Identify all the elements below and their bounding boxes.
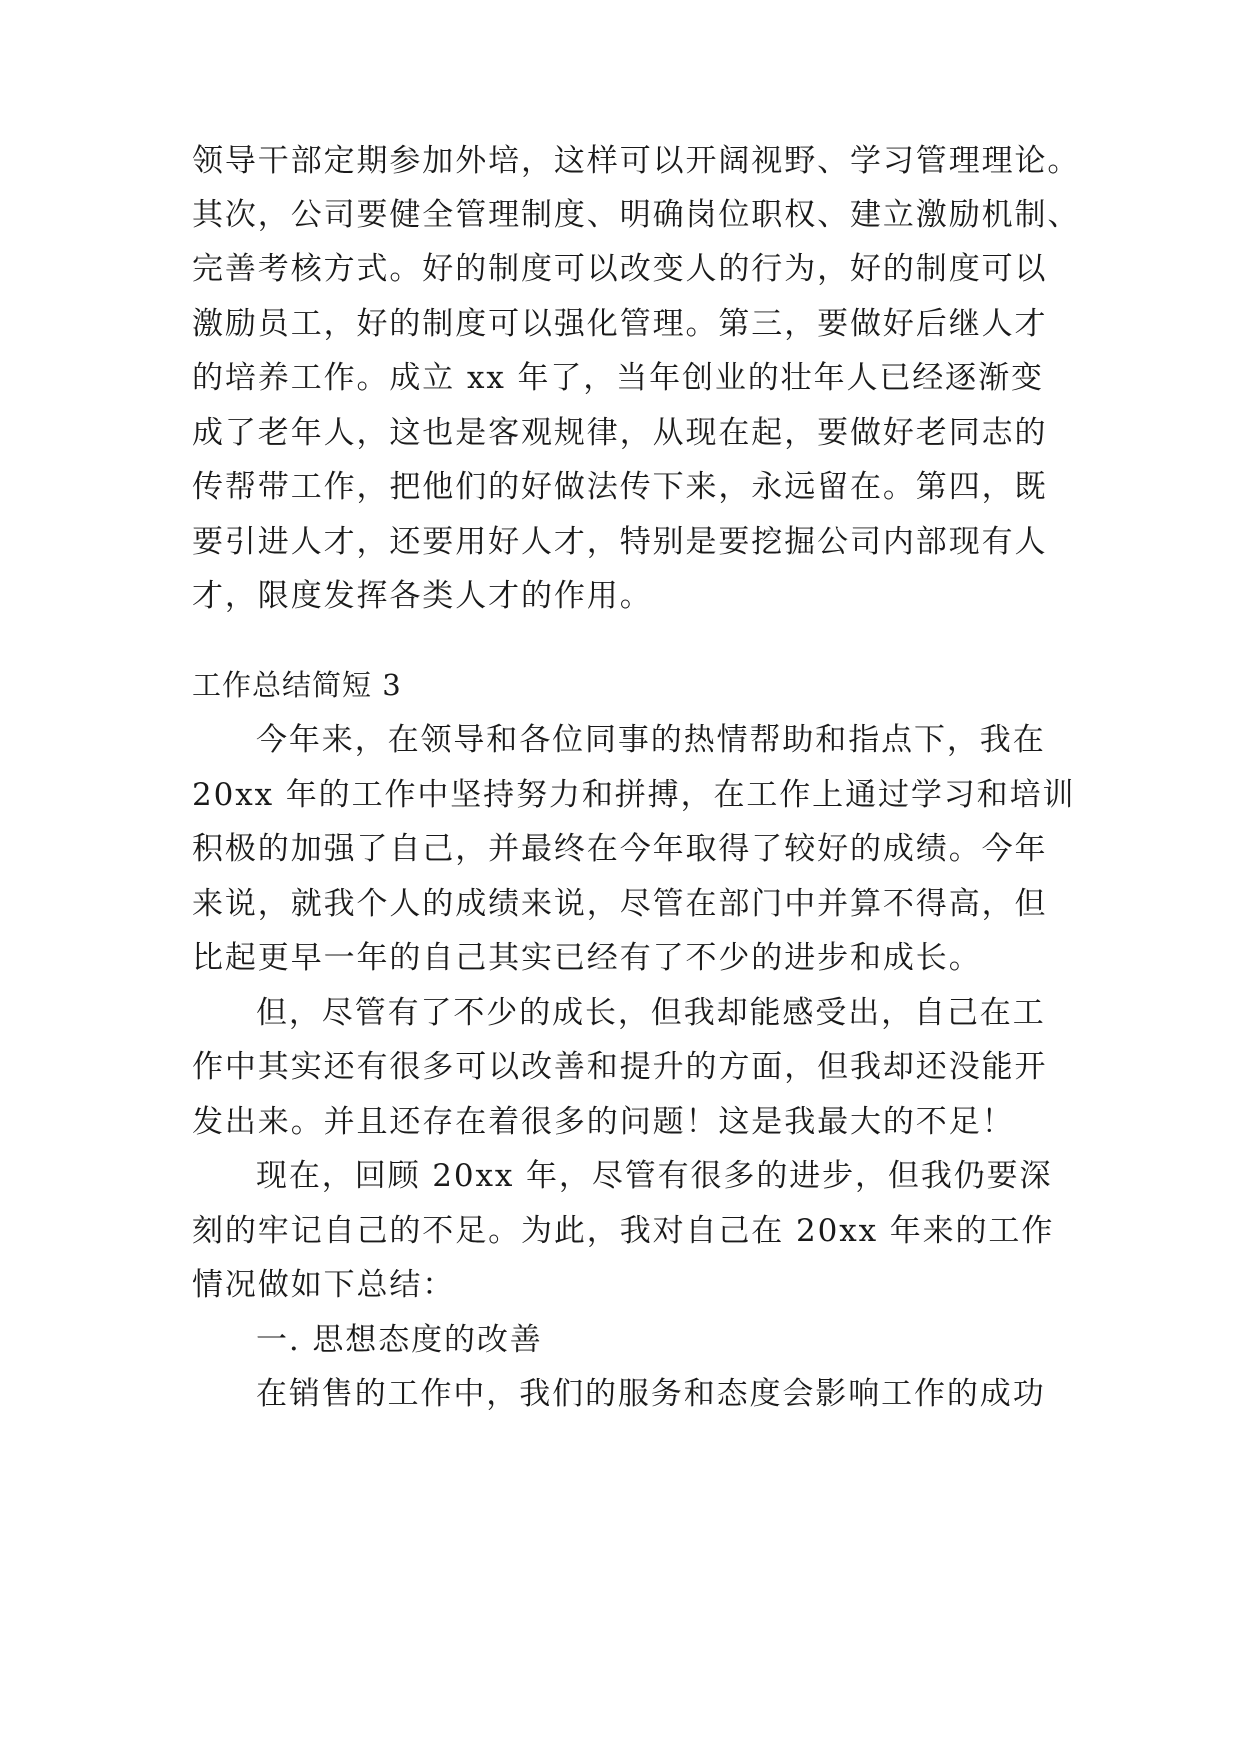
text-line: 作中其实还有很多可以改善和提升的方面，但我却还没能开: [192, 1049, 1048, 1085]
text-line: 要引进人才，还要用好人才，特别是要挖掘公司内部现有人: [192, 524, 1048, 560]
text-line: 但，尽管有了不少的成长，但我却能感受出，自己在工: [256, 995, 1046, 1031]
text-line: 20xx 年的工作中坚持努力和拼搏，在工作上通过学习和培训: [192, 777, 1076, 813]
text-line: 发出来。并且还存在着很多的问题！这是我最大的不足！: [192, 1104, 1015, 1140]
text-line: 领导干部定期参加外培，这样可以开阔视野、学习管理理论。: [192, 143, 1081, 179]
text-line: 的培养工作。成立 xx 年了，当年创业的壮年人已经逐渐变: [192, 360, 1044, 396]
text-line: 比起更早一年的自己其实已经有了不少的进步和成长。: [192, 940, 982, 976]
subheading: 一. 思想态度的改善: [256, 1322, 543, 1358]
text-line: 现在，回顾 20xx 年，尽管有很多的进步，但我仍要深: [256, 1158, 1053, 1194]
text-line: 积极的加强了自己，并最终在今年取得了较好的成绩。今年: [192, 831, 1048, 867]
text-line: 今年来，在领导和各位同事的热情帮助和指点下，我在: [256, 722, 1046, 758]
text-line: 传帮带工作，把他们的好做法传下来，永远留在。第四，既: [192, 469, 1048, 505]
text-line: 成了老年人，这也是客观规律，从现在起，要做好老同志的: [192, 415, 1048, 451]
section-title: 工作总结简短 3: [192, 668, 402, 702]
text-line: 完善考核方式。好的制度可以改变人的行为，好的制度可以: [192, 251, 1048, 287]
text-line: 来说，就我个人的成绩来说，尽管在部门中并算不得高，但: [192, 886, 1048, 922]
text-line: 情况做如下总结：: [192, 1267, 456, 1303]
text-line: 才，限度发挥各类人才的作用。: [192, 578, 653, 614]
text-line: 激励员工，好的制度可以强化管理。第三，要做好后继人才: [192, 306, 1048, 342]
text-line: 其次，公司要健全管理制度、明确岗位职权、建立激励机制、: [192, 197, 1081, 233]
text-line: 刻的牢记自己的不足。为此，我对自己在 20xx 年来的工作: [192, 1213, 1055, 1249]
text-line: 在销售的工作中，我们的服务和态度会影响工作的成功: [256, 1376, 1046, 1412]
